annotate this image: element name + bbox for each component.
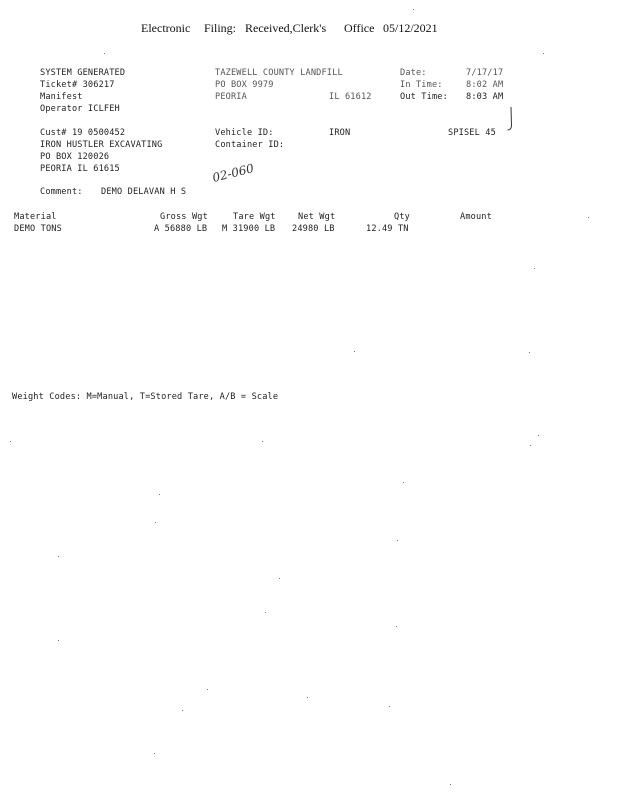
system-generated-label: SYSTEM GENERATED xyxy=(40,68,126,78)
header-office: Office xyxy=(344,21,375,35)
header-filing: Filing: xyxy=(204,21,237,35)
row-tare: M 31900 LB xyxy=(222,224,276,234)
out-time-value: 8:03 AM xyxy=(466,92,504,102)
row-material: DEMO TONS xyxy=(14,224,62,234)
column-header-qty: Qty xyxy=(394,212,410,222)
in-time-label: In Time: xyxy=(400,80,443,90)
header-received-clerks: Received,Clerk's xyxy=(245,21,327,35)
in-time-value: 8:02 AM xyxy=(466,80,504,90)
landfill-name: TAZEWELL COUNTY LANDFILL xyxy=(215,68,343,78)
column-header-net: Net Wgt xyxy=(298,212,336,222)
landfill-po-box: PO BOX 9979 xyxy=(215,80,274,90)
customer-number: Cust# 19 0500452 xyxy=(40,128,126,138)
row-net: 24980 LB xyxy=(292,224,335,234)
landfill-city: PEORIA xyxy=(215,92,247,102)
handwritten-note: 02-060 xyxy=(210,161,256,185)
vehicle-id-value: IRON xyxy=(329,128,351,138)
date-value: 7/17/17 xyxy=(466,68,504,78)
column-header-tare: Tare Wgt xyxy=(233,212,276,222)
driver-id: SPISEL 45 xyxy=(448,128,496,138)
vehicle-id-label: Vehicle ID: xyxy=(215,128,274,138)
ticket-number: Ticket# 306217 xyxy=(40,80,115,90)
row-qty: 12.49 TN xyxy=(366,224,409,234)
out-time-label: Out Time: xyxy=(400,92,448,102)
date-label: Date: xyxy=(400,68,427,78)
row-gross: A 56880 LB xyxy=(154,224,208,234)
column-header-gross: Gross Wgt xyxy=(160,212,208,222)
column-header-material: Material xyxy=(14,212,57,222)
landfill-state-zip: IL 61612 xyxy=(329,92,372,102)
manifest-label: Manifest xyxy=(40,92,83,102)
container-id-label: Container ID: xyxy=(215,140,285,150)
customer-city: PEORIA IL 61615 xyxy=(40,164,120,174)
comment-label: Comment: xyxy=(40,187,83,197)
customer-po-box: PO BOX 120026 xyxy=(40,152,110,162)
operator-line: Operator ICLFEH xyxy=(40,104,120,114)
weight-codes-legend: Weight Codes: M=Manual, T=Stored Tare, A/B = Scale xyxy=(12,392,279,402)
customer-name: IRON HUSTLER EXCAVATING xyxy=(40,140,163,150)
header-date: 05/12/2021 xyxy=(383,21,438,35)
column-header-amount: Amount xyxy=(460,212,492,222)
header-electronic: Electronic xyxy=(141,21,191,35)
handwritten-tick-icon xyxy=(507,106,515,132)
comment-value: DEMO DELAVAN H S xyxy=(101,187,187,197)
